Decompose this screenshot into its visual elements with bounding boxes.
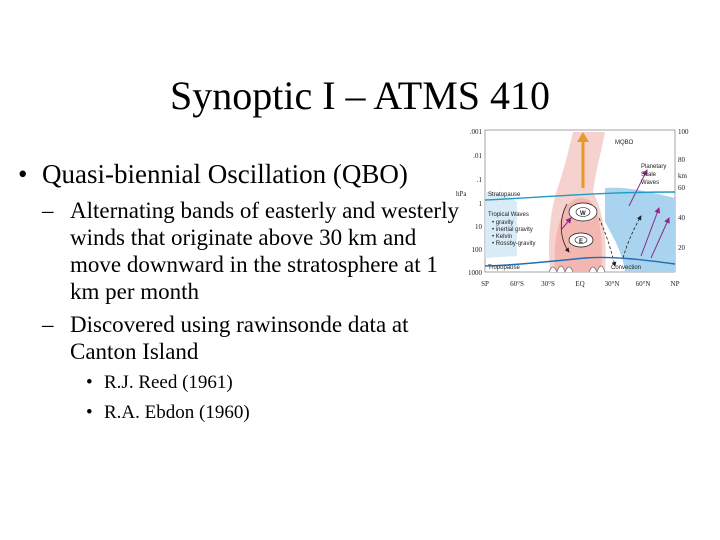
height-tick: 100	[678, 128, 689, 136]
height-unit-label: km	[678, 172, 687, 180]
pressure-axis	[468, 128, 483, 277]
tropical-waves-label: Tropical Waves	[488, 212, 529, 218]
latitude-tick: 30°S	[541, 280, 555, 288]
slide-title: Synoptic I – ATMS 410	[169, 73, 551, 118]
bullet-text: Alternating bands of easterly and westerly winds that originate above 30 km and move downward in the stratosphere at 1 km per month	[70, 198, 459, 304]
bullet-text: Discovered using rawinsonde data at Canton Island	[70, 312, 409, 364]
convection-label: Convection	[611, 265, 642, 271]
bullet-reed	[18, 371, 468, 395]
tropopause-label: Tropopause	[488, 265, 520, 271]
bullet-alternating-bands	[18, 197, 468, 305]
height-tick: 80	[678, 156, 685, 164]
latitude-tick: SP	[481, 280, 489, 288]
bullet-text: Quasi-biennial Oscillation (QBO)	[42, 159, 408, 189]
pressure-tick: .001	[469, 128, 482, 136]
pressure-tick: 10	[475, 223, 482, 231]
bullet-text: R.J. Reed (1961)	[104, 372, 233, 393]
planetary-label: Planetary	[641, 164, 667, 170]
pressure-tick: 100	[471, 246, 482, 254]
latitude-tick: 30°N	[604, 280, 620, 288]
inertial-gravity-label: • inertial gravity	[492, 227, 533, 233]
scale-label: Scale	[641, 172, 657, 178]
kelvin-label: • Kelvin	[492, 234, 513, 240]
bullet-ebdon	[18, 401, 468, 425]
bullet-qbo	[18, 158, 468, 191]
gravity-label: • gravity	[492, 220, 514, 226]
height-tick: 60	[678, 184, 685, 192]
bullet-text: R.A. Ebdon (1960)	[104, 402, 250, 423]
waves-label: Waves	[641, 180, 660, 186]
latitude-tick: EQ	[575, 280, 585, 288]
bullet-marker: •	[86, 372, 93, 393]
qbo-schematic-figure	[455, 126, 695, 292]
height-tick: 20	[678, 244, 685, 252]
mqbo-label: MQBO	[615, 140, 634, 146]
latitude-tick: 60°S	[510, 280, 524, 288]
pressure-tick: .1	[476, 176, 482, 184]
pressure-unit-label: hPa	[456, 190, 467, 198]
bullet-marker: •	[18, 159, 28, 189]
easterly-label: E	[579, 239, 584, 245]
dash-marker: –	[42, 198, 54, 223]
bullet-marker: •	[86, 402, 93, 423]
bullet-discovered	[18, 311, 468, 365]
latitude-tick: 60°N	[635, 280, 651, 288]
height-tick: 40	[678, 214, 685, 222]
rossby-gravity-label: • Rossby-gravity	[492, 241, 536, 247]
slide-body	[18, 158, 468, 425]
latitude-axis	[481, 280, 679, 288]
westerly-label: W	[580, 211, 586, 217]
dash-marker: –	[42, 312, 54, 337]
pressure-tick: 1	[478, 200, 482, 208]
latitude-tick: NP	[670, 280, 680, 288]
height-axis	[678, 128, 689, 252]
convection-clouds	[549, 266, 573, 272]
pressure-tick: 1000	[468, 269, 482, 277]
pressure-tick: .01	[473, 152, 482, 160]
stratopause-label: Stratopause	[488, 192, 521, 198]
